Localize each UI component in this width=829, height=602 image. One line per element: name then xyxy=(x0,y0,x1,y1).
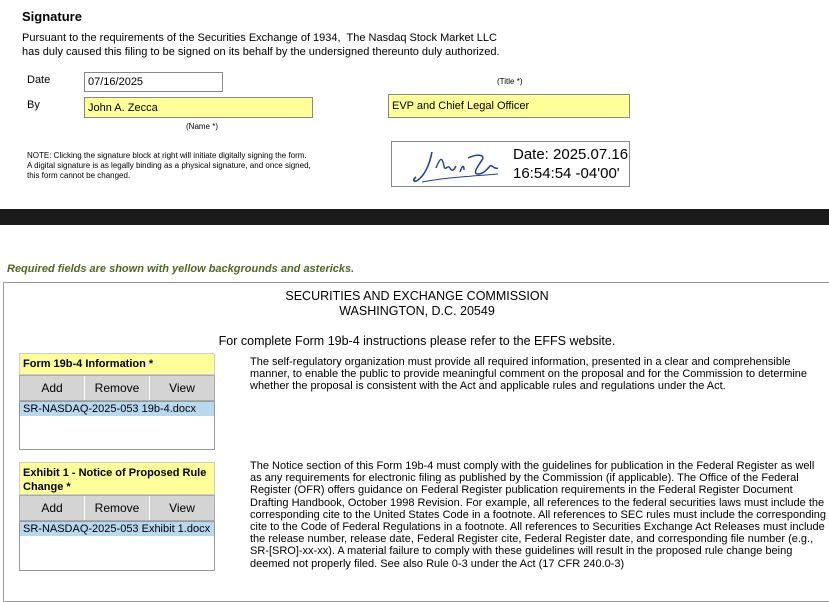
form-19b4-description: The self-regulatory organization must provide all required information, presented in a clear and comprehensible manner, to enable the public to provide meaningful comment on the proposal and for the Commission to determine whether the proposal is consistent with the Act and applicable rules and regulations under the Act. xyxy=(250,356,808,393)
signature-note: NOTE: Clicking the signature block at right will initiate digitally signing the form. A digital signature is as legally binding as a physical signature, and once signed, this form cannot be changed. xyxy=(27,151,311,180)
add-button[interactable]: Add xyxy=(20,376,85,400)
file-item[interactable]: SR-NASDAQ-2025-053 19b-4.docx xyxy=(20,402,214,416)
section-divider xyxy=(0,209,829,225)
caused-text: has duly caused this filing to be signed on its behalf by the undersigned thereunto duly authorized. xyxy=(22,46,500,58)
commission-name: SECURITIES AND EXCHANGE COMMISSION xyxy=(285,289,549,303)
signature-block[interactable] xyxy=(391,141,630,187)
date-label: Date xyxy=(27,74,51,86)
exhibit-1-description: The Notice section of this Form 19b-4 must comply with the guidelines for publication in the Federal Register as well as any requirements for electronic filing as published by the Commission (if applicable). The Office of the Federal Register (OFR) offers guidance on Federal Register publication requirements in the Federal Register Document Drafting Handbook, October 1998 Revision. For example, all references to the federal securities laws must include the corresponding cite to the United States Code in a footnote. All references to SEC rules must include the corresponding cite to the Code of Federal Regulations in a footnote. All references to Securities Exchange Act Releases must include the release number, release date, Federal Register cite, Federal Register date, and corresponding file number (e.g., SR-[SRO]-xx-xx). A material failure to comply with these guidelines will result in the proposed rule change being deemed not properly filed. See also Rule 0-3 under the Act (17 CFR 240.0-3) xyxy=(250,460,826,570)
panel-title: Form 19b-4 Information * xyxy=(19,353,215,375)
add-button[interactable]: Add xyxy=(20,496,85,520)
view-button[interactable]: View xyxy=(169,501,195,515)
name-caption: (Name *) xyxy=(186,122,219,131)
pursuant-text: Pursuant to the requirements of the Securities Exchange of 1934, xyxy=(22,32,341,44)
signed-date-stamp xyxy=(513,145,628,183)
form-19b4-panel xyxy=(19,353,215,450)
view-button[interactable]: View xyxy=(169,381,195,395)
by-label: By xyxy=(27,99,40,111)
commission-location: WASHINGTON, D.C. 20549 xyxy=(339,304,495,318)
remove-button[interactable]: Remove xyxy=(85,376,150,400)
registrant-name: The Nasdaq Stock Market LLC xyxy=(346,32,497,44)
title-caption: (Title *) xyxy=(497,77,523,86)
button-row xyxy=(19,375,215,401)
exhibit-1-panel xyxy=(19,462,215,571)
signed-date-line1: Date: 2025.07.16 xyxy=(513,146,629,163)
file-list[interactable] xyxy=(19,401,215,450)
file-list[interactable] xyxy=(19,521,215,571)
form-frame xyxy=(3,282,829,602)
panel-title: Exhibit 1 - Notice of Proposed Rule Change * xyxy=(19,462,215,495)
required-fields-hint: Required fields are shown with yellow backgrounds and astericks. xyxy=(7,263,355,275)
button-row xyxy=(19,495,215,521)
signature-statement xyxy=(22,31,500,59)
signature-heading: Signature xyxy=(22,9,82,24)
instructions-text: For complete Form 19b-4 instructions please refer to the EFFS website. xyxy=(218,334,616,348)
signed-date-line2: 16:54:54 -04'00' xyxy=(513,165,620,182)
date-field[interactable]: 07/16/2025 xyxy=(84,72,223,92)
title-field[interactable]: EVP and Chief Legal Officer xyxy=(388,94,630,118)
handwritten-signature-icon xyxy=(402,144,502,186)
file-item[interactable]: SR-NASDAQ-2025-053 Exhibit 1.docx xyxy=(20,522,214,536)
remove-button[interactable]: Remove xyxy=(85,496,150,520)
name-field[interactable]: John A. Zecca xyxy=(84,97,313,118)
